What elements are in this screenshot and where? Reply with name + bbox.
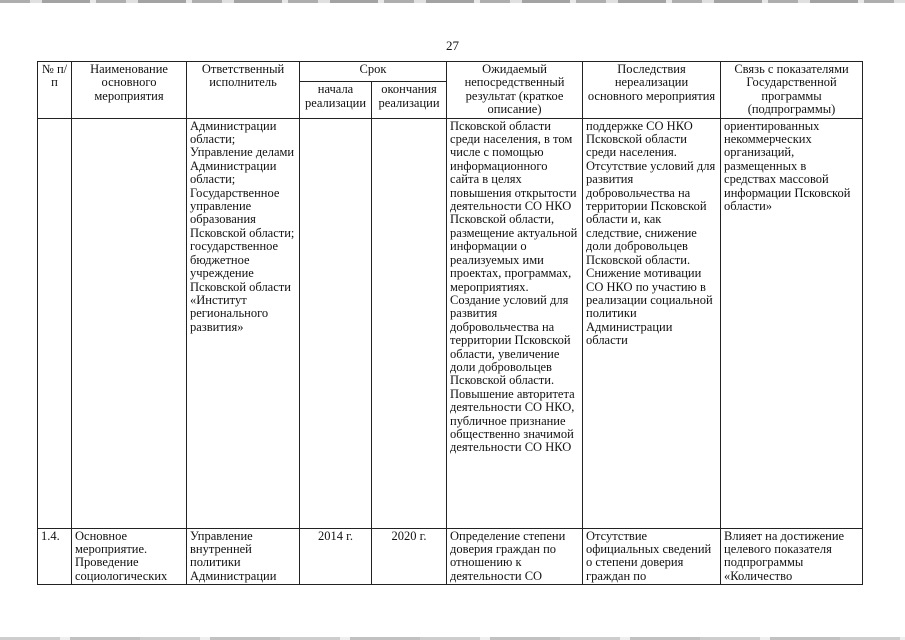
cell-start [300, 118, 372, 528]
cell-indicators-link: ориентированных некоммерческих организаций, размещенных в средствах массовой информации Псковской области» [721, 118, 863, 528]
cell-number: 1.4. [38, 528, 72, 585]
cell-indicators-link: Влияет на достижение целевого показателя подпрограммы «Количество [721, 528, 863, 585]
col-header-start: начала реализации [300, 82, 372, 119]
cell-end: 2020 г. [372, 528, 447, 585]
col-header-end: окончания реализации [372, 82, 447, 119]
scan-edge-top [0, 0, 905, 3]
col-header-term: Срок [300, 62, 447, 82]
cell-executor: Администрации области; Управление делами Администрации области; Государственное управление образования Псковской области; государственное бюджетное учреждение Псковской области «Институт регионального развития» [187, 118, 300, 528]
col-header-name: Наименование основного мероприятия [72, 62, 187, 119]
cell-expected-result: Псковской области среди населения, в том числе с помощью информационного сайта в целях повышения открытости деятельности СО НКО Псковской области, размещение актуальной информации о реализуемых ими проектах, программах, мероприятиях. Создание условий для развития добровольчества на территории Псковской области, увеличение доли добровольцев Псковской области. Повышение авторитета деятельности СО НКО, публичное признание общественно значимой деятельности СО НКО [447, 118, 583, 528]
cell-name: Основное мероприятие. Проведение социологических [72, 528, 187, 585]
cell-expected-result: Определение степени доверия граждан по отношению к деятельности СО [447, 528, 583, 585]
table-row [38, 118, 863, 528]
col-header-indicators-link: Связь с показателями Государственной программы (подпрограммы) [721, 62, 863, 119]
cell-name [72, 118, 187, 528]
cell-consequences: поддержке СО НКО Псковской области среди населения. Отсутствие условий для развития добровольчества на территории Псковской области и, как следствие, снижение доли добровольцев Псковской области. Снижение мотивации СО НКО по участию в реализации социальной политики Администрации области [583, 118, 721, 528]
col-header-executor: Ответственный исполнитель [187, 62, 300, 119]
cell-number [38, 118, 72, 528]
cell-start: 2014 г. [300, 528, 372, 585]
cell-consequences: Отсутствие официальных сведений о степени доверия граждан по [583, 528, 721, 585]
cell-end [372, 118, 447, 528]
table-row [38, 528, 863, 585]
measures-table [37, 61, 863, 585]
col-header-expected-result: Ожидаемый непосредственный результат (краткое описание) [447, 62, 583, 119]
cell-executor: Управление внутренней политики Администрации [187, 528, 300, 585]
col-header-number: № п/п [38, 62, 72, 119]
col-header-consequences: Последствия нереализации основного мероприятия [583, 62, 721, 119]
page-number: 27 [446, 38, 459, 53]
